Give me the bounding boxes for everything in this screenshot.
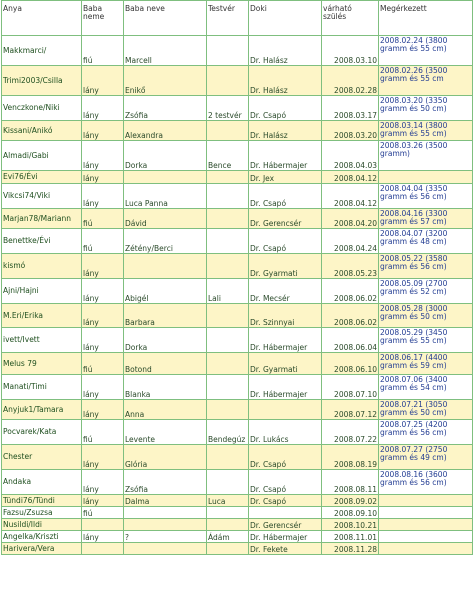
cell-doctor: Dr. Hábermajer <box>249 375 322 400</box>
cell-sibling <box>207 209 249 229</box>
cell-due-date: 2008.08.11 <box>322 470 379 495</box>
cell-mother: kismó <box>2 254 82 279</box>
cell-baby-name: Zétény/Berci <box>124 229 207 254</box>
cell-sibling <box>207 470 249 495</box>
birth-table <box>1 0 473 555</box>
cell-due-date: 2008.02.28 <box>322 66 379 96</box>
table-row <box>2 400 473 420</box>
cell-due-date: 2008.04.03 <box>322 141 379 171</box>
cell-baby-name: Anna <box>124 400 207 420</box>
cell-baby-sex: lány <box>82 328 124 353</box>
cell-sibling <box>207 184 249 209</box>
cell-arrived <box>379 495 473 507</box>
cell-mother: Chester <box>2 445 82 470</box>
cell-arrived: 2008.06.17 (4400 gramm és 59 cm) <box>379 353 473 375</box>
cell-arrived <box>379 531 473 543</box>
cell-due-date: 2008.06.02 <box>322 279 379 304</box>
cell-due-date: 2008.09.02 <box>322 495 379 507</box>
cell-sibling <box>207 519 249 531</box>
table-row <box>2 531 473 543</box>
cell-doctor: Dr. Fekete <box>249 543 322 555</box>
cell-baby-name: Blanka <box>124 375 207 400</box>
cell-due-date: 2008.04.12 <box>322 171 379 184</box>
table-row <box>2 279 473 304</box>
cell-arrived: 2008.03.14 (3800 gramm és 55 cm) <box>379 121 473 141</box>
table-row <box>2 36 473 66</box>
cell-sibling <box>207 543 249 555</box>
cell-baby-name: Alexandra <box>124 121 207 141</box>
cell-mother: Angelka/Kriszti <box>2 531 82 543</box>
table-row <box>2 121 473 141</box>
table-row <box>2 141 473 171</box>
cell-baby-sex: lány <box>82 375 124 400</box>
cell-mother: Makkmarci/ <box>2 36 82 66</box>
table-row <box>2 171 473 184</box>
cell-baby-name <box>124 254 207 279</box>
table-row <box>2 184 473 209</box>
cell-baby-sex: lány <box>82 96 124 121</box>
cell-baby-sex: lány <box>82 184 124 209</box>
cell-baby-sex: fiú <box>82 420 124 445</box>
cell-arrived: 2008.05.29 (3450 gramm és 55 cm) <box>379 328 473 353</box>
table-row <box>2 543 473 555</box>
col-header-baby-name: Baba neve <box>124 1 207 36</box>
cell-sibling: Bendegúz <box>207 420 249 445</box>
cell-baby-sex: lány <box>82 445 124 470</box>
cell-baby-sex: lány <box>82 531 124 543</box>
cell-baby-name: Zsófia <box>124 96 207 121</box>
table-row <box>2 420 473 445</box>
cell-sibling <box>207 66 249 96</box>
cell-doctor: Dr. Szinnyai <box>249 304 322 328</box>
cell-doctor: Dr. Csapó <box>249 445 322 470</box>
cell-sibling <box>207 254 249 279</box>
cell-sibling <box>207 445 249 470</box>
table-row <box>2 353 473 375</box>
cell-sibling: Ádám <box>207 531 249 543</box>
cell-doctor: Dr. Halász <box>249 36 322 66</box>
cell-baby-sex: lány <box>82 171 124 184</box>
cell-sibling: Luca <box>207 495 249 507</box>
cell-mother: Harivera/Vera <box>2 543 82 555</box>
cell-sibling: 2 testvér <box>207 96 249 121</box>
cell-arrived: 2008.07.21 (3050 gramm és 50 cm) <box>379 400 473 420</box>
cell-mother: Evi76/Évi <box>2 171 82 184</box>
cell-due-date: 2008.03.10 <box>322 36 379 66</box>
cell-doctor: Dr. Lukács <box>249 420 322 445</box>
cell-doctor: Dr. Hábermajer <box>249 141 322 171</box>
cell-doctor: Dr. Mecsér <box>249 279 322 304</box>
cell-baby-sex: lány <box>82 121 124 141</box>
col-header-sibling: Testvér <box>207 1 249 36</box>
cell-mother: Tündi76/Tündi <box>2 495 82 507</box>
header-row <box>2 1 473 36</box>
cell-baby-sex: lány <box>82 304 124 328</box>
cell-arrived: 2008.03.20 (3350 gramm és 50 cm) <box>379 96 473 121</box>
cell-baby-sex: lány <box>82 254 124 279</box>
table-row <box>2 519 473 531</box>
cell-mother: ivett/Ivett <box>2 328 82 353</box>
cell-arrived <box>379 507 473 519</box>
table-row <box>2 507 473 519</box>
cell-sibling <box>207 400 249 420</box>
cell-mother: Fazsu/Zsuzsa <box>2 507 82 519</box>
cell-due-date: 2008.04.24 <box>322 229 379 254</box>
col-header-mother: Anya <box>2 1 82 36</box>
cell-mother: Almadi/Gabi <box>2 141 82 171</box>
cell-baby-name: Enikő <box>124 66 207 96</box>
cell-baby-name: Dávid <box>124 209 207 229</box>
cell-baby-sex: fiú <box>82 209 124 229</box>
cell-sibling <box>207 304 249 328</box>
cell-due-date: 2008.10.21 <box>322 519 379 531</box>
cell-due-date: 2008.07.12 <box>322 400 379 420</box>
cell-doctor: Dr. Jex <box>249 171 322 184</box>
cell-due-date: 2008.03.20 <box>322 121 379 141</box>
cell-doctor <box>249 507 322 519</box>
cell-mother: Melus 79 <box>2 353 82 375</box>
cell-due-date: 2008.04.20 <box>322 209 379 229</box>
cell-mother: Nusildi/Ildi <box>2 519 82 531</box>
cell-doctor: Dr. Halász <box>249 121 322 141</box>
table-row <box>2 229 473 254</box>
cell-due-date: 2008.06.10 <box>322 353 379 375</box>
cell-baby-sex: lány <box>82 400 124 420</box>
cell-mother: Trimi2003/Csilla <box>2 66 82 96</box>
cell-baby-name: Barbara <box>124 304 207 328</box>
cell-baby-name <box>124 543 207 555</box>
cell-mother: M.Eri/Erika <box>2 304 82 328</box>
cell-baby-sex: fiú <box>82 353 124 375</box>
cell-baby-name: ? <box>124 531 207 543</box>
cell-baby-name: Levente <box>124 420 207 445</box>
table-row <box>2 495 473 507</box>
table-row <box>2 375 473 400</box>
cell-baby-name: Abigél <box>124 279 207 304</box>
cell-baby-name <box>124 519 207 531</box>
cell-baby-name: Marcell <box>124 36 207 66</box>
cell-arrived: 2008.05.09 (2700 gramm és 52 cm) <box>379 279 473 304</box>
col-header-doctor: Doki <box>249 1 322 36</box>
cell-doctor: Dr. Hábermajer <box>249 531 322 543</box>
cell-mother: Marjan78/Mariann <box>2 209 82 229</box>
cell-baby-name: Luca Panna <box>124 184 207 209</box>
cell-due-date: 2008.11.28 <box>322 543 379 555</box>
cell-sibling <box>207 507 249 519</box>
cell-due-date: 2008.11.01 <box>322 531 379 543</box>
table-row <box>2 304 473 328</box>
cell-doctor: Dr. Csapó <box>249 229 322 254</box>
cell-due-date: 2008.03.17 <box>322 96 379 121</box>
cell-doctor: Dr. Csapó <box>249 184 322 209</box>
cell-arrived: 2008.05.28 (3000 gramm és 50 cm) <box>379 304 473 328</box>
cell-arrived <box>379 171 473 184</box>
cell-baby-sex: fiú <box>82 36 124 66</box>
cell-sibling <box>207 171 249 184</box>
cell-due-date: 2008.07.10 <box>322 375 379 400</box>
cell-arrived: 2008.04.04 (3350 gramm és 56 cm) <box>379 184 473 209</box>
cell-sibling <box>207 328 249 353</box>
cell-doctor: Dr. Hábermajer <box>249 328 322 353</box>
cell-mother: Ajni/Hajni <box>2 279 82 304</box>
table-row <box>2 209 473 229</box>
cell-mother: Pocvarek/Kata <box>2 420 82 445</box>
cell-baby-sex: lány <box>82 141 124 171</box>
cell-baby-name: Dorka <box>124 141 207 171</box>
cell-sibling <box>207 375 249 400</box>
cell-sibling <box>207 36 249 66</box>
cell-mother: Andaka <box>2 470 82 495</box>
cell-due-date: 2008.06.02 <box>322 304 379 328</box>
cell-baby-name: Glória <box>124 445 207 470</box>
cell-doctor: Dr. Csapó <box>249 96 322 121</box>
cell-sibling <box>207 229 249 254</box>
cell-mother: Venczkone/Niki <box>2 96 82 121</box>
cell-due-date: 2008.07.22 <box>322 420 379 445</box>
cell-arrived: 2008.03.26 (3500 gramm) <box>379 141 473 171</box>
cell-doctor: Dr. Halász <box>249 66 322 96</box>
cell-doctor: Dr. Gerencsér <box>249 209 322 229</box>
cell-baby-name <box>124 507 207 519</box>
col-header-arrived: Megérkezett <box>379 1 473 36</box>
col-header-baby-sex: Baba neme <box>82 1 124 36</box>
cell-due-date: 2008.09.10 <box>322 507 379 519</box>
cell-arrived <box>379 543 473 555</box>
cell-baby-sex: lány <box>82 66 124 96</box>
cell-arrived: 2008.07.25 (4200 gramm és 56 cm) <box>379 420 473 445</box>
cell-arrived: 2008.02.26 (3500 gramm és 55 cm <box>379 66 473 96</box>
cell-baby-sex: lány <box>82 495 124 507</box>
cell-baby-name: Dalma <box>124 495 207 507</box>
cell-baby-sex: lány <box>82 279 124 304</box>
cell-due-date: 2008.06.04 <box>322 328 379 353</box>
cell-baby-sex: fiú <box>82 229 124 254</box>
cell-due-date: 2008.05.23 <box>322 254 379 279</box>
cell-baby-name: Zsófia <box>124 470 207 495</box>
cell-arrived <box>379 519 473 531</box>
cell-sibling <box>207 353 249 375</box>
cell-sibling: Bence <box>207 141 249 171</box>
cell-doctor: Dr. Gyarmati <box>249 254 322 279</box>
cell-baby-sex: fiú <box>82 507 124 519</box>
cell-doctor: Dr. Gyarmati <box>249 353 322 375</box>
table-row <box>2 470 473 495</box>
cell-arrived: 2008.02.24 (3800 gramm és 55 cm) <box>379 36 473 66</box>
cell-mother: Anyjuk1/Tamara <box>2 400 82 420</box>
cell-mother: Vikcsi74/Viki <box>2 184 82 209</box>
cell-baby-name: Dorka <box>124 328 207 353</box>
col-header-due-date: várható szülés <box>322 1 379 36</box>
cell-arrived: 2008.04.16 (3300 gramm és 57 cm) <box>379 209 473 229</box>
table-row <box>2 328 473 353</box>
cell-arrived: 2008.07.27 (2750 gramm és 49 cm) <box>379 445 473 470</box>
cell-sibling <box>207 121 249 141</box>
cell-baby-name: Botond <box>124 353 207 375</box>
cell-baby-sex <box>82 519 124 531</box>
cell-sibling: Lali <box>207 279 249 304</box>
cell-baby-name <box>124 171 207 184</box>
cell-arrived: 2008.08.16 (3600 gramm és 56 cm) <box>379 470 473 495</box>
table-row <box>2 96 473 121</box>
cell-baby-sex <box>82 543 124 555</box>
cell-due-date: 2008.04.12 <box>322 184 379 209</box>
cell-arrived: 2008.04.07 (3200 gramm és 48 cm) <box>379 229 473 254</box>
cell-baby-sex: lány <box>82 470 124 495</box>
cell-doctor: Dr. Gerencsér <box>249 519 322 531</box>
cell-doctor: Dr. Csapó <box>249 470 322 495</box>
cell-mother: Manati/Timi <box>2 375 82 400</box>
table-row <box>2 66 473 96</box>
cell-doctor: Dr. Csapó <box>249 495 322 507</box>
table-row <box>2 254 473 279</box>
table-row <box>2 445 473 470</box>
cell-mother: Kissani/Anikó <box>2 121 82 141</box>
cell-mother: Benettke/Évi <box>2 229 82 254</box>
cell-doctor <box>249 400 322 420</box>
cell-arrived: 2008.07.06 (3400 gramm és 54 cm) <box>379 375 473 400</box>
cell-due-date: 2008.08.19 <box>322 445 379 470</box>
cell-arrived: 2008.05.22 (3580 gramm és 56 cm) <box>379 254 473 279</box>
